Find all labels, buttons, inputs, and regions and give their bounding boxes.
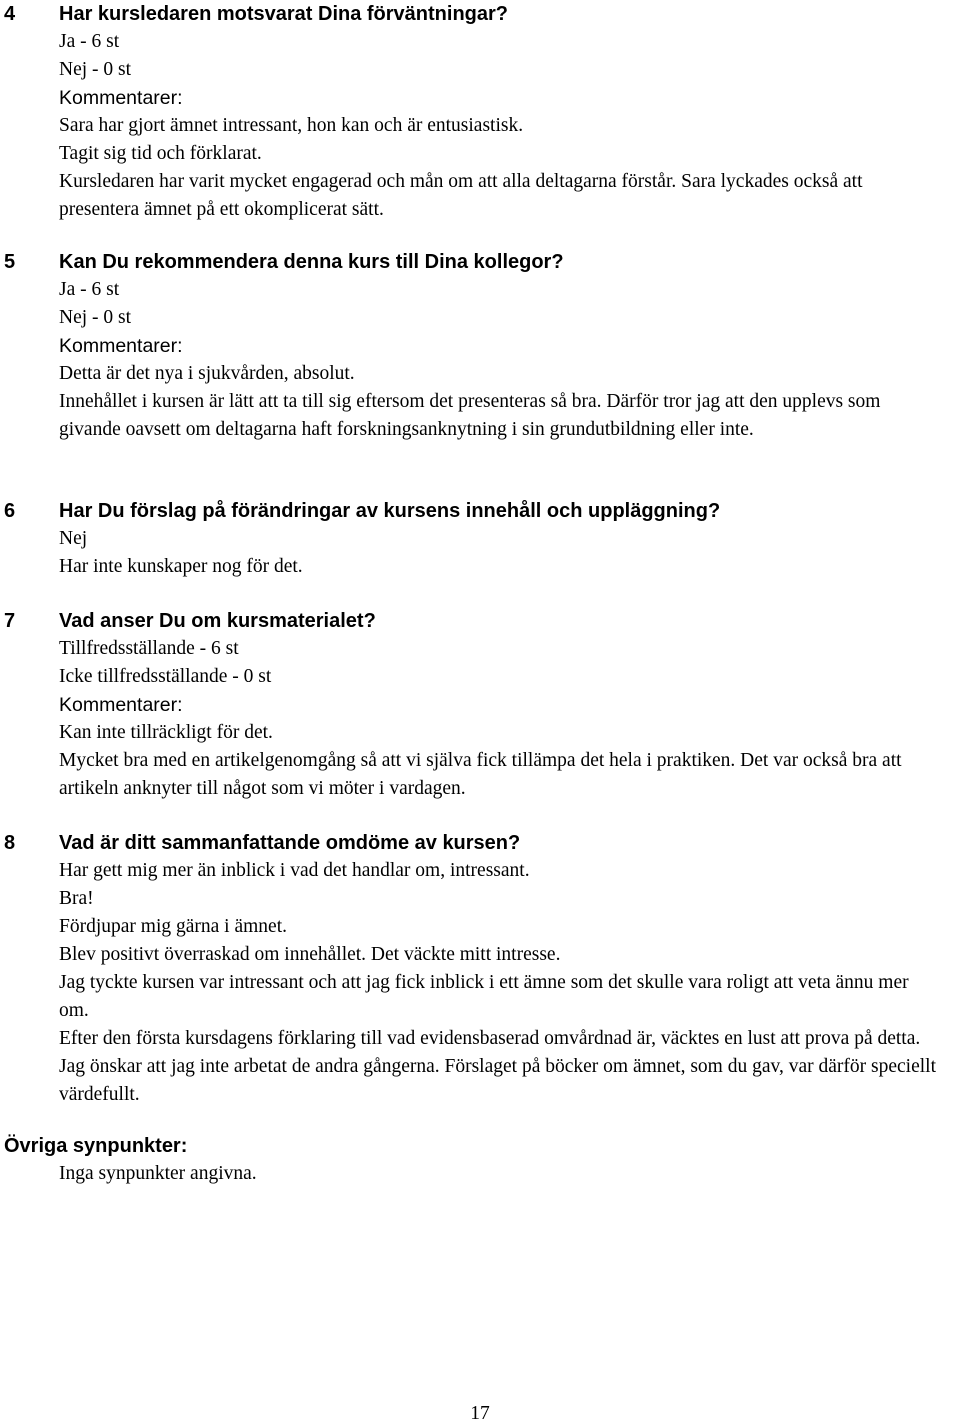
answer-line: Icke tillfredsställande - 0 st: [59, 666, 272, 687]
other-remarks-heading: Övriga synpunkter:: [4, 1135, 188, 1157]
answer-line: Ja - 6 st: [59, 279, 120, 300]
question-text: Har Du förslag på förändringar av kursens innehåll och uppläggning?: [59, 500, 721, 522]
question-number: 4: [4, 3, 16, 25]
comment-line: Mycket bra med en artikelgenomgång så att vi själva fick tillämpa det hela i praktiken. Det var också bra att artikeln anknyter till något som vi möter i vardagen.: [59, 750, 902, 799]
answer-line: Nej - 0 st: [59, 307, 132, 328]
question-7-section: [0, 607, 960, 803]
comment-line: Detta är det nya i sjukvården, absolut.: [59, 363, 355, 384]
question-6-section: [0, 497, 960, 581]
comment-line: Jag tyckte kursen var intressant och att jag fick inblick i ett ämne som det skulle vara roligt att veta ännu mer om.: [59, 972, 909, 1021]
comment-line: Tagit sig tid och förklarat.: [59, 143, 262, 164]
question-heading: [0, 248, 960, 276]
page-number: 17: [470, 1403, 490, 1424]
question-text: Vad är ditt sammanfattande omdöme av kursen?: [59, 832, 521, 854]
comment-line: Efter den första kursdagens förklaring till vad evidensbaserad omvårdnad är, väcktes en lust att prova på detta. Jag önskar att jag inte arbetat de andra gångerna. Förslaget på böcker om ämnet, som du gav, var därför speciellt värdefullt.: [59, 1028, 936, 1105]
answer-line: Nej: [59, 528, 88, 549]
question-number: 5: [4, 251, 16, 273]
question-text: Kan Du rekommendera denna kurs till Dina kollegor?: [59, 251, 564, 273]
comment-line: Kursledaren har varit mycket engagerad och mån om att alla deltagarna förstår. Sara lyckades också att presentera ämnet på ett okomplicerat sätt.: [59, 171, 863, 220]
question-8-section: [0, 829, 960, 1109]
question-text: Vad anser Du om kursmaterialet?: [59, 610, 376, 632]
comment-line: Kan inte tillräckligt för det.: [59, 722, 273, 743]
question-number: 6: [4, 500, 16, 522]
comments-label: Kommentarer:: [59, 335, 183, 357]
question-number: 8: [4, 832, 16, 854]
question-heading: [0, 607, 960, 635]
comment-line: Innehållet i kursen är lätt att ta till sig eftersom det presenteras så bra. Därför tror jag att den upplevs som givande oavsett om deltagarna haft forskningsanknytning i sin grundutbildning eller inte.: [59, 391, 881, 440]
question-heading: [0, 829, 960, 857]
question-heading: [0, 0, 960, 28]
answer-line: Tillfredsställande - 6 st: [59, 638, 239, 659]
comment-line: Bra!: [59, 888, 94, 909]
answer-line: Ja - 6 st: [59, 31, 120, 52]
question-5-section: [0, 248, 960, 444]
comment-line: Har gett mig mer än inblick i vad det handlar om, intressant.: [59, 860, 530, 881]
comment-line: Sara har gjort ämnet intressant, hon kan och är entusiastisk.: [59, 115, 524, 136]
answer-line: Har inte kunskaper nog för det.: [59, 556, 303, 577]
comment-line: Blev positivt överraskad om innehållet. Det väckte mitt intresse.: [59, 944, 561, 965]
comments-label: Kommentarer:: [59, 694, 183, 716]
other-remarks-text: Inga synpunkter angivna.: [59, 1163, 257, 1184]
question-text: Har kursledaren motsvarat Dina förväntningar?: [59, 3, 509, 25]
question-heading: [0, 497, 960, 525]
question-4-section: [0, 0, 960, 224]
question-number: 7: [4, 610, 16, 632]
comments-label: Kommentarer:: [59, 87, 183, 109]
answer-line: Nej - 0 st: [59, 59, 132, 80]
comment-line: Fördjupar mig gärna i ämnet.: [59, 916, 287, 937]
